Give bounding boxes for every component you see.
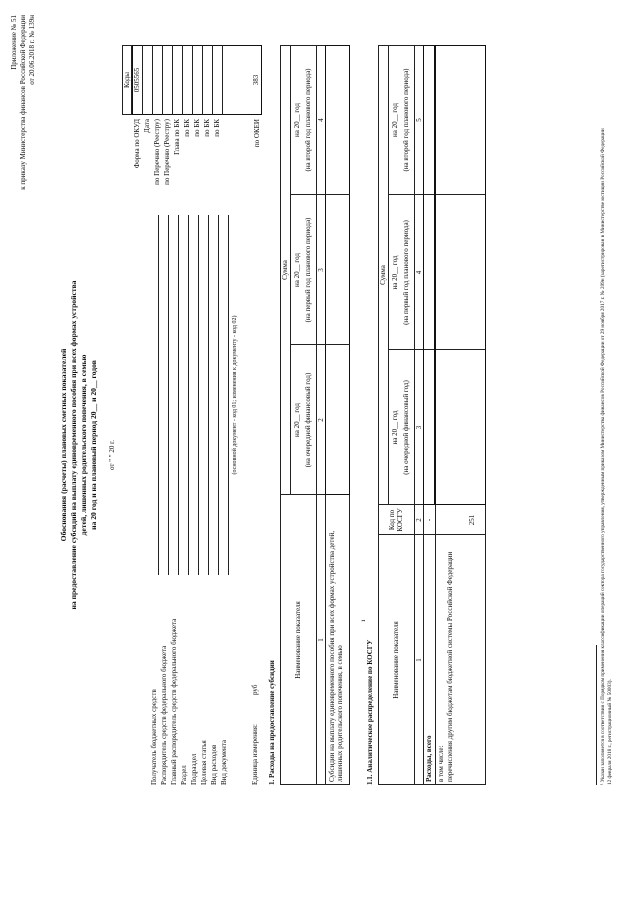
codes-header: Коды bbox=[123, 72, 131, 88]
s1-col-sum: Сумма bbox=[281, 260, 289, 280]
s1-num-1: 1 bbox=[316, 638, 325, 642]
expense-type-field[interactable] bbox=[218, 215, 219, 575]
footnote-line-2: 12 февраля 2018 г., регистрационный № 50003). bbox=[607, 679, 613, 785]
document-type-hint: (основной документ - код 01; изменения к документу - код 02) bbox=[232, 315, 238, 475]
label-bk-2: по БК bbox=[193, 119, 201, 137]
label-section: Раздел bbox=[180, 765, 188, 785]
s1-row-label: Субсидии на выплату единовременного пособия при всех формах устройства детей, лишенных родительского попечения, в семью bbox=[328, 530, 344, 782]
date-line: от " " 20 г. bbox=[108, 440, 116, 471]
s1-col-y1: на 20__ год bbox=[293, 403, 301, 437]
title-line-3: детей, лишенных родительского попечения, в семью bbox=[79, 354, 88, 536]
s11-row-transfers-code: 251 bbox=[468, 514, 476, 526]
s1-col-y2: на 20__ год bbox=[293, 253, 301, 287]
s11-col-y1-sub: (на очередной финансовый год) bbox=[402, 380, 410, 475]
label-date: Дата bbox=[143, 119, 151, 133]
s11-num-2: 2 bbox=[414, 518, 423, 522]
title-line-2: на предоставление субсидий на выплату единовременного пособия при всех формах устройства bbox=[69, 280, 78, 610]
s11-row-total-code: - bbox=[425, 518, 433, 522]
label-okei: по ОКЕИ bbox=[253, 119, 261, 148]
subsection-field[interactable] bbox=[198, 215, 199, 575]
appendix-date: от 20.06.2018 г. № 139н bbox=[28, 15, 36, 85]
s11-col-name: Наименование показателя bbox=[392, 621, 400, 699]
label-expense-type: Вид расходов bbox=[210, 744, 218, 785]
unit-label: Единица измерения: bbox=[251, 724, 259, 785]
s1-num-3: 3 bbox=[316, 268, 325, 272]
label-chief-manager: Главный распорядитель средств федерального бюджета bbox=[170, 618, 178, 785]
target-item-field[interactable] bbox=[208, 215, 209, 575]
s11-col-y3-sub: (на второй год планового периода) bbox=[402, 68, 410, 172]
s11-col-y2: на 20__ год bbox=[391, 255, 399, 290]
label-bk-4: по БК bbox=[213, 119, 221, 137]
s1-col-y2-sub: (на первый год планового периода) bbox=[304, 217, 312, 323]
chief-manager-field[interactable] bbox=[178, 215, 179, 575]
label-target-item: Целевая статья bbox=[200, 740, 208, 785]
section11-footnote-mark: 1 bbox=[362, 619, 367, 622]
okud-value: 0505565 bbox=[133, 67, 141, 93]
label-subsection: Подраздел bbox=[190, 753, 198, 785]
s11-num-3: 3 bbox=[414, 425, 423, 430]
s11-col-y3: на 20__ год bbox=[391, 103, 399, 137]
document-type-field[interactable] bbox=[228, 215, 229, 575]
s11-col-y2-sub: (на первый год планового периода) bbox=[402, 220, 410, 325]
label-bk-3: по БК bbox=[203, 119, 211, 137]
title-line-1: Обоснования (расчеты) плановых сметных показателей bbox=[59, 348, 68, 542]
s11-num-4: 4 bbox=[414, 270, 423, 275]
label-recipient: Получатель бюджетных средств bbox=[150, 689, 158, 785]
label-manager: Распорядитель средств федерального бюджета bbox=[160, 645, 168, 785]
label-document-type: Вид документа bbox=[220, 739, 228, 785]
s1-col-y1-sub: (на очередной финансовый год) bbox=[304, 372, 312, 468]
manager-field[interactable] bbox=[168, 215, 169, 575]
okei-value: 383 bbox=[252, 74, 260, 86]
s11-col-y1: на 20__ год bbox=[391, 410, 399, 445]
label-register-2: по Перечню (Реестру) bbox=[163, 119, 171, 185]
unit-value: руб bbox=[251, 684, 259, 695]
s1-num-4: 4 bbox=[316, 118, 325, 122]
footnote-line-1: ¹ Указан заполняется в соответствии с Порядком применения классификации операций сектора государственного управления, утвержденным приказом Министерства финансов Российской Федерации от 29 ноября 2017 г. № 209н (зарегистрирован в Министерстве юстиции Российской Федерации bbox=[600, 128, 606, 785]
appendix-number: Приложение № 51 bbox=[10, 15, 18, 70]
s11-num-5: 5 bbox=[414, 118, 423, 122]
s11-col-code: Код по КОСГУ bbox=[388, 508, 404, 532]
recipient-field[interactable] bbox=[158, 215, 159, 575]
appendix-order: к приказу Министерства финансов Российской Федерации bbox=[19, 15, 27, 190]
label-bk-1: по БК bbox=[183, 119, 191, 137]
section1-title: 1. Расходы на предоставление субсидии bbox=[268, 660, 276, 785]
title-line-4: на 20 год и на плановый период 20__ и 20__ годов bbox=[89, 360, 98, 530]
label-register-1: по Перечню (Реестру) bbox=[153, 119, 161, 185]
label-okud: Форма по ОКУД bbox=[133, 119, 141, 169]
s11-row-total: Расходы, всего bbox=[425, 735, 433, 782]
s11-row-incl: в том числе: bbox=[437, 745, 445, 782]
s1-col-y3-sub: (на второй год планового периода) bbox=[304, 68, 312, 172]
s1-num-2: 2 bbox=[316, 418, 325, 422]
s11-transfers-values[interactable] bbox=[435, 45, 486, 505]
label-glava-bk: Глава по БК bbox=[173, 119, 181, 155]
s11-col-sum: Сумма bbox=[379, 265, 387, 285]
s11-row-transfers: перечисления другим бюджетам бюджетной системы Российской Федерации bbox=[446, 551, 454, 782]
s11-total-values[interactable] bbox=[423, 45, 435, 505]
section11-title: 1.1. Аналитическое распределение по КОСГУ bbox=[366, 639, 374, 785]
s1-col-y3: на 20__ год bbox=[293, 103, 301, 137]
section-field[interactable] bbox=[188, 215, 189, 575]
s1-col-name: Наименование показателя bbox=[294, 601, 302, 679]
s1-row-values[interactable] bbox=[325, 45, 350, 495]
s11-num-1: 1 bbox=[414, 658, 423, 662]
